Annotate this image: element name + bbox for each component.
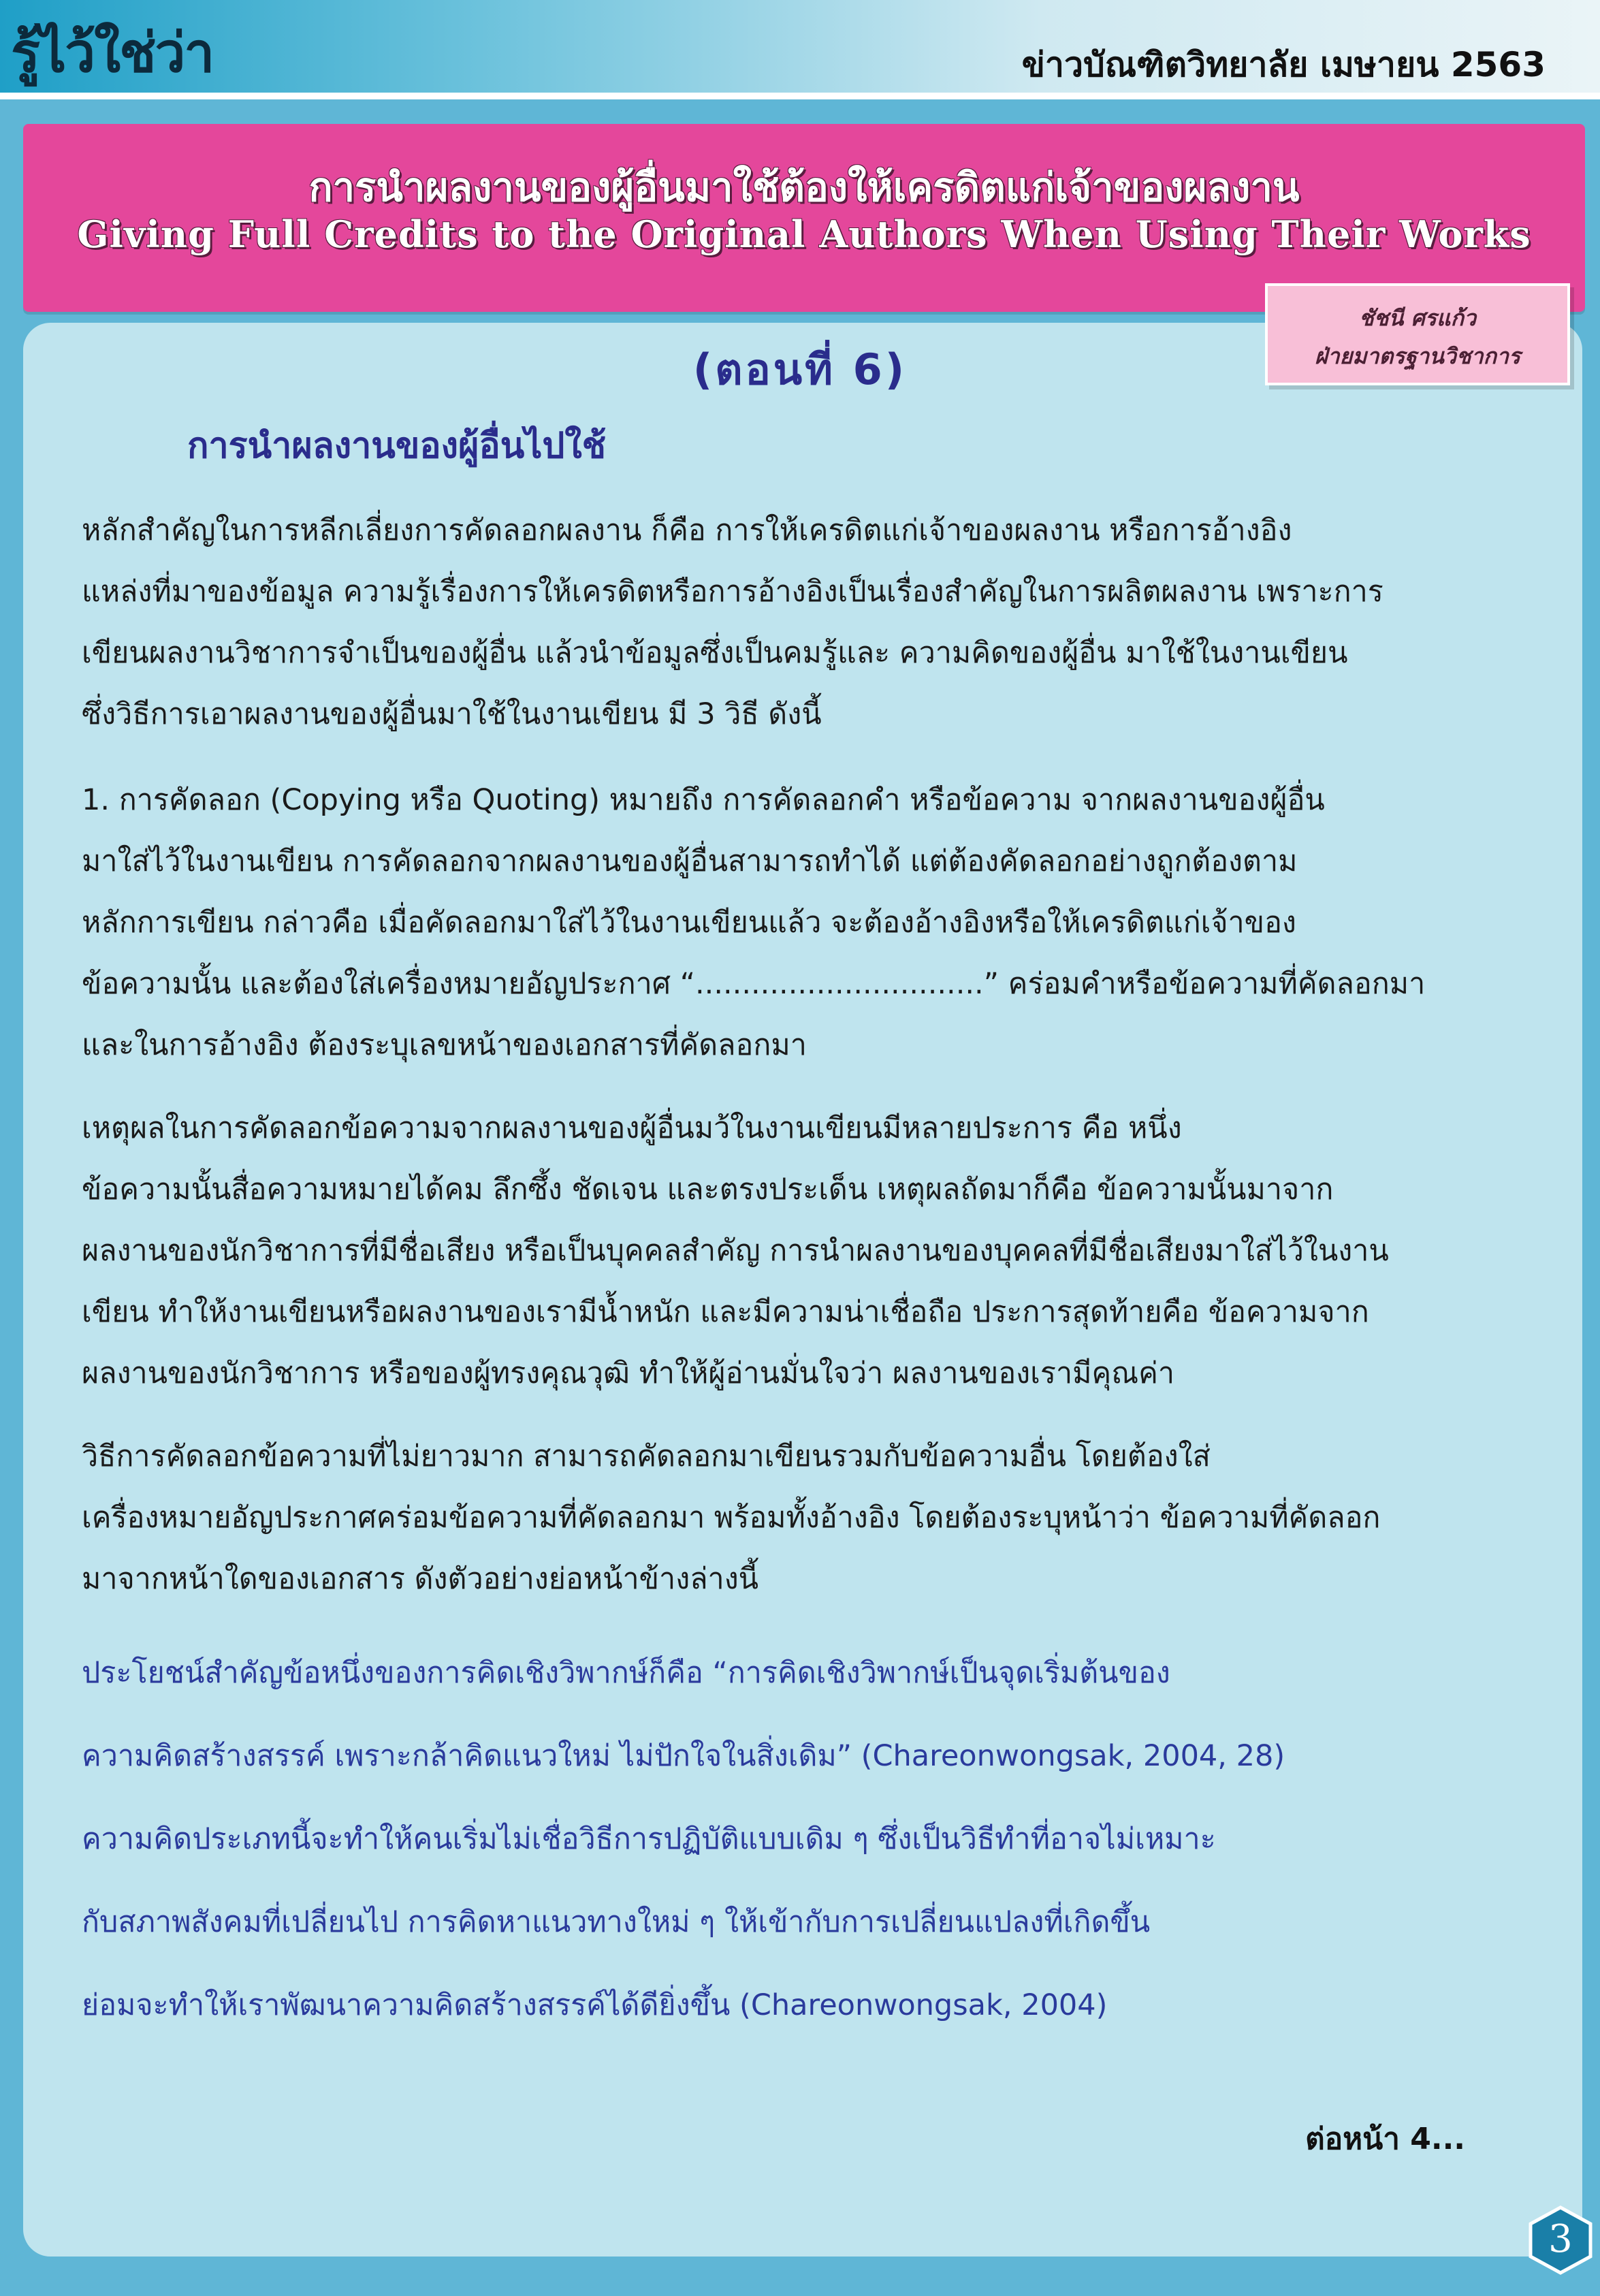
paragraph-line: ผลงานของนักวิชาการ หรือของผู้ทรงคุณวุฒิ ทำให้ผู้อ่านมั่นใจว่า ผลงานของเรามีคุณค่า: [82, 1356, 1175, 1390]
paragraph-line: เขียน ทำให้งานเขียนหรือผลงานของเรามีน้ำหนัก และมีความน่าเชื่อถือ ประการสุดท้ายคือ ข้อความจาก: [82, 1295, 1369, 1329]
title-english: Giving Full Credits to the Original Authors When Using Their Works: [77, 212, 1531, 256]
paragraph-line: หลักสำคัญในการหลีกเลี่ยงการคัดลอกผลงาน ก็คือ การให้เครดิตแก่เจ้าของผลงาน หรือการอ้างอิง: [82, 513, 1292, 547]
continue-label: ต่อหน้า 4...: [1305, 2122, 1465, 2156]
example-line: ประโยชน์สำคัญข้อหนึ่งของการคิดเชิงวิพากษ์ก็คือ “การคิดเชิงวิพากษ์เป็นจุดเริ่มต้นของ: [82, 1656, 1170, 1690]
paragraph-3: [82, 1098, 1511, 1404]
author-department: ฝ่ายมาตรฐานวิชาการ: [1314, 343, 1521, 369]
page-number: 3: [1548, 2217, 1573, 2261]
paragraph-line: วิธีการคัดลอกข้อความที่ไม่ยาวมาก สามารถคัดลอกมาเขียนรวมกับข้อความอื่น โดยต้องใส่: [82, 1439, 1211, 1473]
example-line: ย่อมจะทำให้เราพัฒนาความคิดสร้างสรรค์ได้ดียิ่งขึ้น (Chareonwongsak, 2004): [82, 1988, 1108, 2022]
section-heading: การนำผลงานของผู้อื่นไปใช้: [187, 426, 607, 466]
paragraph-line: ซึ่งวิธีการเอาผลงานของผู้อื่นมาใช้ในงานเขียน มี 3 วิธี ดังนี้: [82, 697, 822, 731]
paragraph-line: มาจากหน้าใดของเอกสาร ดังตัวอย่างย่อหน้าข้างล่างนี้: [82, 1562, 759, 1596]
paragraph-line: ผลงานของนักวิชาการที่มีชื่อเสียง หรือเป็นบุคคลสำคัญ การนำผลงานของบุคคลที่มีชื่อเสียงมาใส่ไว้ในงาน: [82, 1234, 1389, 1268]
paragraph-4: [82, 1426, 1511, 1610]
paragraph-line: เหตุผลในการคัดลอกข้อความจากผลงานของผู้อื่นมว้ในงานเขียนมีหลายประการ คือ หนึ่ง: [82, 1111, 1182, 1145]
issue-label: ข่าวบัณฑิตวิทยาลัย เมษายน 2563: [1021, 45, 1546, 84]
paragraph-line: มาใส่ไว้ในงานเขียน การคัดลอกจากผลงานของผู้อื่นสามารถทำได้ แต่ต้องคัดลอกอย่างถูกต้องตาม: [82, 844, 1298, 878]
page-number-badge: [1525, 2205, 1596, 2276]
brand-logo-text: รู้ไว้ใช่ว่า: [11, 21, 214, 84]
paragraph-1: [82, 500, 1511, 745]
example-paragraph: [82, 1631, 1511, 2047]
paragraph-2: [82, 769, 1511, 1076]
paragraph-line: เขียนผลงานวิชาการจำเป็นของผู้อื่น แล้วนำข้อมูลซึ่งเป็นคมรู้และ ความคิดของผู้อื่น มาใช้ในงานเขียน: [82, 636, 1348, 670]
paragraph-line: เครื่องหมายอัญประกาศคร่อมข้อความที่คัดลอกมา พร้อมทั้งอ้างอิง โดยต้องระบุหน้าว่า ข้อความที่คัดลอก: [82, 1501, 1381, 1535]
paragraph-line: ข้อความนั้น และต้องใส่เครื่องหมายอัญประกาศ “...............................” คร่อมคำหรือข้อความที่คัดลอกมา: [82, 967, 1426, 1001]
paragraph-line: และในการอ้างอิง ต้องระบุเลขหน้าของเอกสารที่คัดลอกมา: [82, 1028, 807, 1062]
paragraph-line: ข้อความนั้นสื่อความหมายได้คม ลึกซึ้ง ชัดเจน และตรงประเด็น เหตุผลถัดมาก็คือ ข้อความนั้นมาจาก: [82, 1173, 1334, 1207]
paragraph-line: 1. การคัดลอก (Copying หรือ Quoting) หมายถึง การคัดลอกคำ หรือข้อความ จากผลงานของผู้อื่น: [82, 783, 1325, 817]
author-name: ชัชนี ศรแก้ว: [1359, 305, 1476, 331]
example-line: กับสภาพสังคมที่เปลี่ยนไป การคิดหาแนวทางใหม่ ๆ ให้เข้ากับการเปลี่ยนแปลงที่เกิดขึ้น: [82, 1905, 1151, 1939]
example-line: ความคิดสร้างสรรค์ เพราะกล้าคิดแนวใหม่ ไม่ปักใจในสิ่งเดิม” (Chareonwongsak, 2004, 28): [82, 1739, 1285, 1773]
example-line: ความคิดประเภทนี้จะทำให้คนเริ่มไม่เชื่อวิธีการปฏิบัติแบบเดิม ๆ ซึ่งเป็นวิธีทำที่อาจไม่เหมาะ: [82, 1822, 1216, 1856]
title-thai: การนำผลงานของผู้อื่นมาใช้ต้องให้เครดิตแก่เจ้าของผลงาน: [308, 164, 1300, 210]
paragraph-line: แหล่งที่มาของข้อมูล ความรู้เรื่องการให้เครดิตหรือการอ้างอิงเป็นเรื่องสำคัญในการผลิตผลงาน เพราะการ: [82, 575, 1383, 609]
episode-label: (ตอนที่ 6): [692, 345, 908, 394]
paragraph-line: หลักการเขียน กล่าวคือ เมื่อคัดลอกมาใส่ไว้ในงานเขียนแล้ว จะต้องอ้างอิงหรือให้เครดิตแก่เจ้าของ: [82, 906, 1296, 940]
header-divider: [0, 93, 1600, 99]
